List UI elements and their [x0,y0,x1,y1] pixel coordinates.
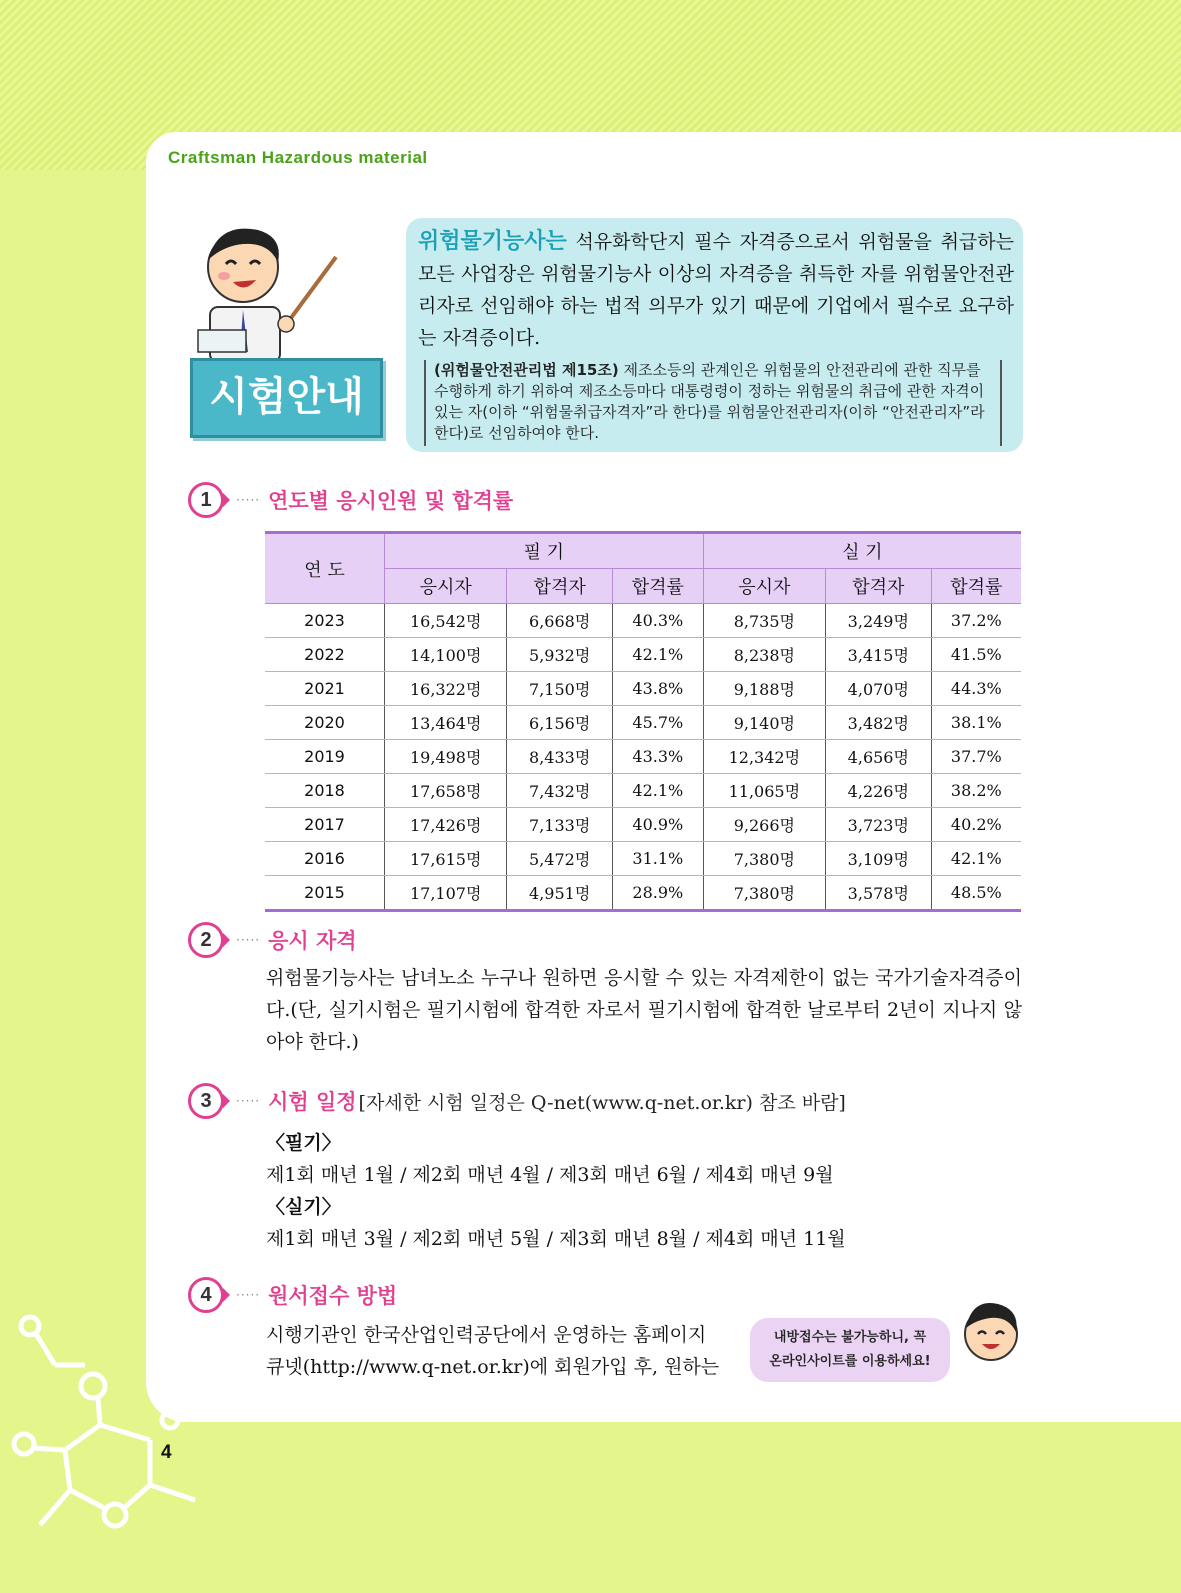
table-cell: 9,266명 [703,808,825,842]
column-header: 합격자 [826,569,932,604]
table-cell: 44.3% [931,672,1021,706]
dots-icon: ····· [236,1288,261,1302]
table-cell: 3,482명 [826,706,932,740]
table-cell: 17,615명 [385,842,507,876]
column-header: 합격률 [931,569,1021,604]
arrow-icon [223,933,230,947]
stats-table-body [265,604,1021,911]
table-row [265,604,1021,638]
table-cell: 7,380명 [703,876,825,911]
column-header: 응시자 [385,569,507,604]
section-1-number: 1 [188,482,224,518]
dots-icon: ····· [236,1094,261,1108]
table-cell: 31.1% [612,842,703,876]
table-cell: 17,658명 [385,774,507,808]
table-cell: 3,578명 [826,876,932,911]
table-row [265,672,1021,706]
table-cell: 42.1% [612,774,703,808]
table-cell: 37.7% [931,740,1021,774]
table-cell: 7,150명 [507,672,613,706]
year-header: 연 도 [265,533,385,604]
table-cell: 38.1% [931,706,1021,740]
section-2-title: 응시 자격 [268,929,357,953]
table-cell: 12,342명 [703,740,825,774]
table-cell: 6,668명 [507,604,613,638]
year-cell: 2016 [265,842,385,876]
applicant-stats-table [265,531,1021,912]
table-cell: 40.3% [612,604,703,638]
book-header-label: Craftsman Hazardous material [168,148,428,167]
written-group-header: 필 기 [385,533,704,569]
column-header: 합격률 [612,569,703,604]
practical-group-header: 실 기 [703,533,1021,569]
table-row [265,808,1021,842]
table-cell: 4,226명 [826,774,932,808]
table-cell: 3,109명 [826,842,932,876]
table-cell: 11,065명 [703,774,825,808]
section-4-title: 원서접수 방법 [268,1284,398,1308]
table-cell: 7,432명 [507,774,613,808]
table-cell: 3,249명 [826,604,932,638]
table-cell: 6,156명 [507,706,613,740]
column-header: 응시자 [703,569,825,604]
table-row [265,876,1021,911]
table-cell: 4,951명 [507,876,613,911]
table-row [265,774,1021,808]
arrow-icon [223,1094,230,1108]
table-cell: 48.5% [931,876,1021,911]
table-cell: 8,735명 [703,604,825,638]
table-cell: 4,070명 [826,672,932,706]
table-cell: 13,464명 [385,706,507,740]
table-cell: 17,426명 [385,808,507,842]
section-2-heading [188,922,357,958]
year-cell: 2017 [265,808,385,842]
section-4-heading [188,1277,397,1313]
table-cell: 17,107명 [385,876,507,911]
table-cell: 37.2% [931,604,1021,638]
smiling-face-icon [958,1296,1024,1366]
page-number: 4 [161,1442,172,1463]
table-cell: 41.5% [931,638,1021,672]
written-label: 〈필기〉 [266,1132,341,1154]
law-title: (위험물안전관리법 제15조) [434,361,619,379]
table-cell: 40.9% [612,808,703,842]
section-3-title: 시험 일정 [268,1090,357,1114]
table-cell: 45.7% [612,706,703,740]
application-line-1: 시행기관인 한국산업인력공단에서 운영하는 홈페이지 [266,1324,707,1346]
table-cell: 43.8% [612,672,703,706]
arrow-icon [223,1288,230,1302]
table-cell: 3,415명 [826,638,932,672]
table-cell: 3,723명 [826,808,932,842]
table-row [265,842,1021,876]
tip-speech-bubble [750,1318,950,1382]
law-body: 제조소등의 관계인은 위험물의 안전관리에 관한 직무를 수행하게 하기 위하여 제조소등마다 대통령령이 정하는 위험물의 취급에 관한 자격이 있는 자(이하 “위험물취급자격자”라 한다)를 위험물안전관리자(이하 “안전관리자”라 한다)로 선임하여야 한다. [434,361,985,442]
molecule-decoration-icon [0,1300,200,1560]
table-cell: 4,656명 [826,740,932,774]
table-cell: 8,433명 [507,740,613,774]
table-cell: 8,238명 [703,638,825,672]
dots-icon: ····· [236,933,261,947]
dots-icon: ····· [236,493,261,507]
year-cell: 2019 [265,740,385,774]
table-cell: 28.9% [612,876,703,911]
year-cell: 2021 [265,672,385,706]
table-cell: 16,322명 [385,672,507,706]
intro-body: 석유화학단지 필수 자격증으로서 위험물을 취급하는 모든 사업장은 위험물기능사 이상의 자격증을 취득한 자를 위험물안전관리자로 선임해야 하는 법적 의무가 있기 때문에 기업에서 필수로 요구하는 자격증이다. [418,231,1014,349]
schedule-note: [자세한 시험 일정은 Q-net(www.q-net.or.kr) 참조 바람] [358,1091,846,1114]
table-cell: 42.1% [931,842,1021,876]
table-cell: 19,498명 [385,740,507,774]
intro-highlight: 위험물기능사는 [418,229,567,254]
section-1-title: 연도별 응시인원 및 합격률 [268,489,514,513]
table-cell: 14,100명 [385,638,507,672]
table-cell: 5,932명 [507,638,613,672]
table-cell: 7,133명 [507,808,613,842]
section-1-heading [188,482,513,518]
year-cell: 2018 [265,774,385,808]
year-cell: 2023 [265,604,385,638]
table-row [265,638,1021,672]
section-3-heading [188,1083,846,1119]
table-cell: 9,140명 [703,706,825,740]
intro-paragraph [418,226,1014,354]
table-cell: 40.2% [931,808,1021,842]
teacher-mascot-icon [188,212,348,362]
bubble-line-2: 온라인사이트를 이용하세요! [769,1354,931,1369]
section-4-number: 4 [188,1277,224,1313]
column-header: 합격자 [507,569,613,604]
year-cell: 2022 [265,638,385,672]
year-cell: 2020 [265,706,385,740]
table-cell: 7,380명 [703,842,825,876]
year-cell: 2015 [265,876,385,911]
table-cell: 42.1% [612,638,703,672]
section-2-number: 2 [188,922,224,958]
table-cell: 38.2% [931,774,1021,808]
section-3-number: 3 [188,1083,224,1119]
table-row [265,706,1021,740]
table-cell: 5,472명 [507,842,613,876]
written-schedule: 제1회 매년 1월 / 제2회 매년 4월 / 제3회 매년 6월 / 제4회 매년 9월 [266,1164,834,1186]
eligibility-text: 위험물기능사는 남녀노소 누구나 원하면 응시할 수 있는 자격제한이 없는 국가기술자격증이다.(단, 실기시험은 필기시험에 합격한 자로서 필기시험에 합격한 날로부터 2년이 지나지 않아야 한다.) [266,967,1022,1053]
law-excerpt [424,360,1002,446]
bubble-line-1: 내방접수는 불가능하니, 꼭 [773,1330,927,1345]
table-cell: 9,188명 [703,672,825,706]
table-cell: 43.3% [612,740,703,774]
arrow-icon [223,493,230,507]
practical-label: 〈실기〉 [266,1196,341,1218]
application-line-2: 큐넷(http://www.q-net.or.kr)에 회원가입 후, 원하는 [266,1356,720,1378]
table-row [265,740,1021,774]
exam-guide-title: 시험안내 [190,358,383,438]
practical-schedule: 제1회 매년 3월 / 제2회 매년 5월 / 제3회 매년 8월 / 제4회 매년 11월 [266,1228,846,1250]
table-cell: 16,542명 [385,604,507,638]
